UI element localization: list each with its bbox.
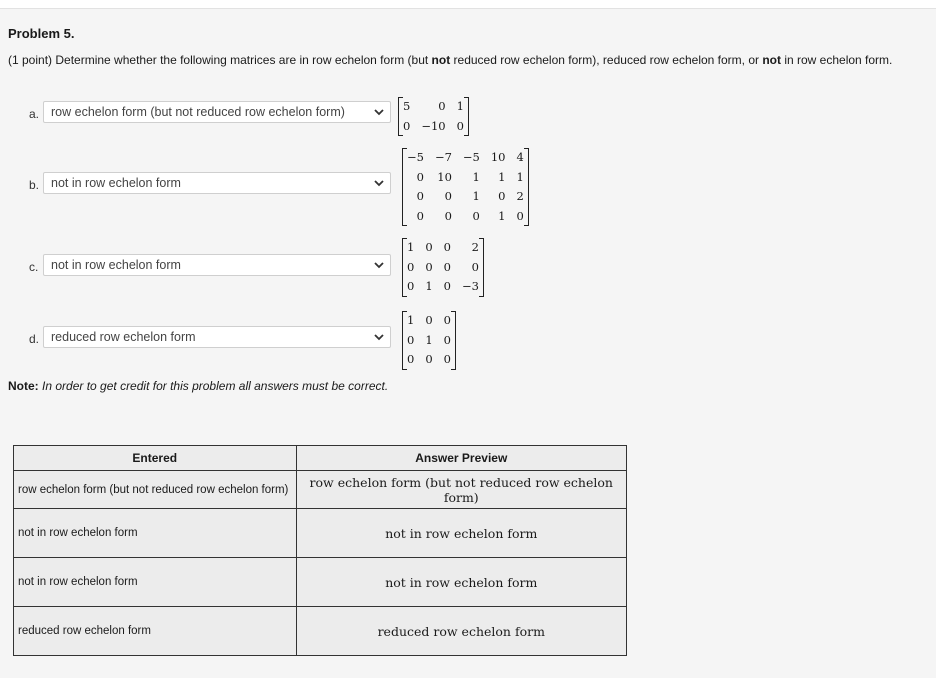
matrix-a — [398, 97, 469, 136]
matrix-cell: 0 — [438, 99, 446, 113]
answer-select-b[interactable] — [43, 172, 391, 194]
matrix-cell: 0 — [425, 240, 433, 254]
matrix-cell: 0 — [407, 279, 415, 293]
matrix-cell: 1 — [498, 208, 506, 223]
points-label: (1 point) — [8, 53, 53, 67]
matrix-cell: 0 — [416, 189, 424, 203]
problem-title: Problem 5. — [8, 26, 75, 41]
results-header-row — [14, 446, 627, 471]
matrix-cell: 0 — [444, 208, 452, 223]
question-a-letter: a. — [29, 107, 40, 121]
matrix-cell: 1 — [407, 313, 415, 327]
matrix-cell: 0 — [407, 332, 415, 347]
matrix-cell: 5 — [403, 99, 411, 113]
chevron-down-icon — [374, 179, 384, 187]
matrix-cell: 1 — [516, 169, 524, 184]
matrix-cell: 0 — [425, 259, 433, 274]
matrix-cell: 0 — [425, 313, 433, 327]
table-row — [14, 607, 627, 656]
note-label: Note — [8, 379, 35, 393]
entered-cell: not in row echelon form — [14, 509, 297, 558]
matrix-cell: 1 — [472, 189, 480, 203]
entered-cell: not in row echelon form — [14, 558, 297, 607]
matrix-cell: 0 — [443, 313, 451, 327]
question-b-letter: b. — [29, 178, 40, 192]
matrix-cell: 0 — [472, 208, 480, 223]
matrix-cell: 1 — [456, 99, 464, 113]
table-row — [14, 471, 627, 509]
matrix-cell: 10 — [490, 150, 506, 164]
matrix-cell: −10 — [421, 118, 446, 133]
matrix-cell: 0 — [443, 332, 451, 347]
question-c-letter: c. — [29, 260, 39, 274]
matrix-cell: 0 — [443, 352, 451, 366]
matrix-cell: 10 — [437, 169, 452, 184]
matrix-cell: 0 — [416, 208, 424, 223]
matrix-cell: 1 — [425, 332, 433, 347]
matrix-cell: 0 — [444, 189, 452, 203]
matrix-cell: 4 — [516, 150, 524, 164]
matrix-cell: 1 — [472, 169, 480, 184]
entered-cell: reduced row echelon form — [14, 607, 297, 656]
table-row — [14, 558, 627, 607]
matrix-cell: 0 — [407, 259, 415, 274]
preview-cell: row echelon form (but not reduced row echelon form) — [296, 471, 626, 509]
matrix-cell: 0 — [443, 240, 451, 254]
answer-select-c[interactable] — [43, 254, 391, 276]
matrix-cell: 2 — [471, 240, 479, 254]
answer-select-d-value: reduced row echelon form — [51, 330, 196, 344]
matrix-cell: −3 — [461, 279, 479, 293]
matrix-cell: 0 — [425, 352, 433, 366]
matrix-cell: 0 — [516, 208, 524, 223]
preview-cell: not in row echelon form — [296, 558, 626, 607]
chevron-down-icon — [374, 333, 384, 341]
note-text: In order to get credit for this problem all answers must be correct. — [42, 379, 389, 393]
preview-cell: reduced row echelon form — [296, 607, 626, 656]
matrix-d — [402, 311, 456, 370]
matrix-cell: 0 — [407, 352, 415, 366]
matrix-cell: 1 — [407, 240, 415, 254]
matrix-cell: 2 — [516, 189, 524, 203]
matrix-cell: 0 — [443, 279, 451, 293]
preview-cell: not in row echelon form — [296, 509, 626, 558]
problem-description: (1 point) Determine whether the following matrices are in row echelon form (but not reduced row echelon form), reduced row echelon form, or not in row echelon form. — [8, 53, 893, 67]
chevron-down-icon — [374, 261, 384, 269]
note: Note: In order to get credit for this problem all answers must be correct. — [8, 379, 389, 393]
matrix-cell: −5 — [407, 150, 424, 164]
question-d-letter: d. — [29, 332, 40, 346]
matrix-cell: 0 — [498, 189, 506, 203]
matrix-cell: 0 — [471, 259, 479, 274]
matrix-c — [402, 238, 484, 297]
entered-cell: row echelon form (but not reduced row echelon form) — [14, 471, 297, 509]
matrix-cell: 0 — [403, 118, 411, 133]
answer-select-d[interactable] — [43, 326, 391, 348]
table-row — [14, 509, 627, 558]
answer-select-a[interactable] — [43, 101, 391, 123]
answer-select-b-value: not in row echelon form — [51, 176, 181, 190]
problem-panel — [0, 8, 936, 678]
matrix-cell: −5 — [462, 150, 480, 164]
matrix-cell: 1 — [425, 279, 433, 293]
answer-select-c-value: not in row echelon form — [51, 258, 181, 272]
matrix-cell: −7 — [434, 150, 452, 164]
matrix-cell: 1 — [498, 169, 506, 184]
answer-select-a-value: row echelon form (but not reduced row echelon form) — [51, 105, 345, 119]
chevron-down-icon — [374, 108, 384, 116]
header-entered: Entered — [14, 446, 297, 471]
matrix-cell: 0 — [443, 259, 451, 274]
matrix-b — [402, 148, 529, 226]
header-answer-preview: Answer Preview — [296, 446, 626, 471]
matrix-cell: 0 — [456, 118, 464, 133]
matrix-cell: 0 — [416, 169, 424, 184]
results-table — [13, 445, 627, 656]
